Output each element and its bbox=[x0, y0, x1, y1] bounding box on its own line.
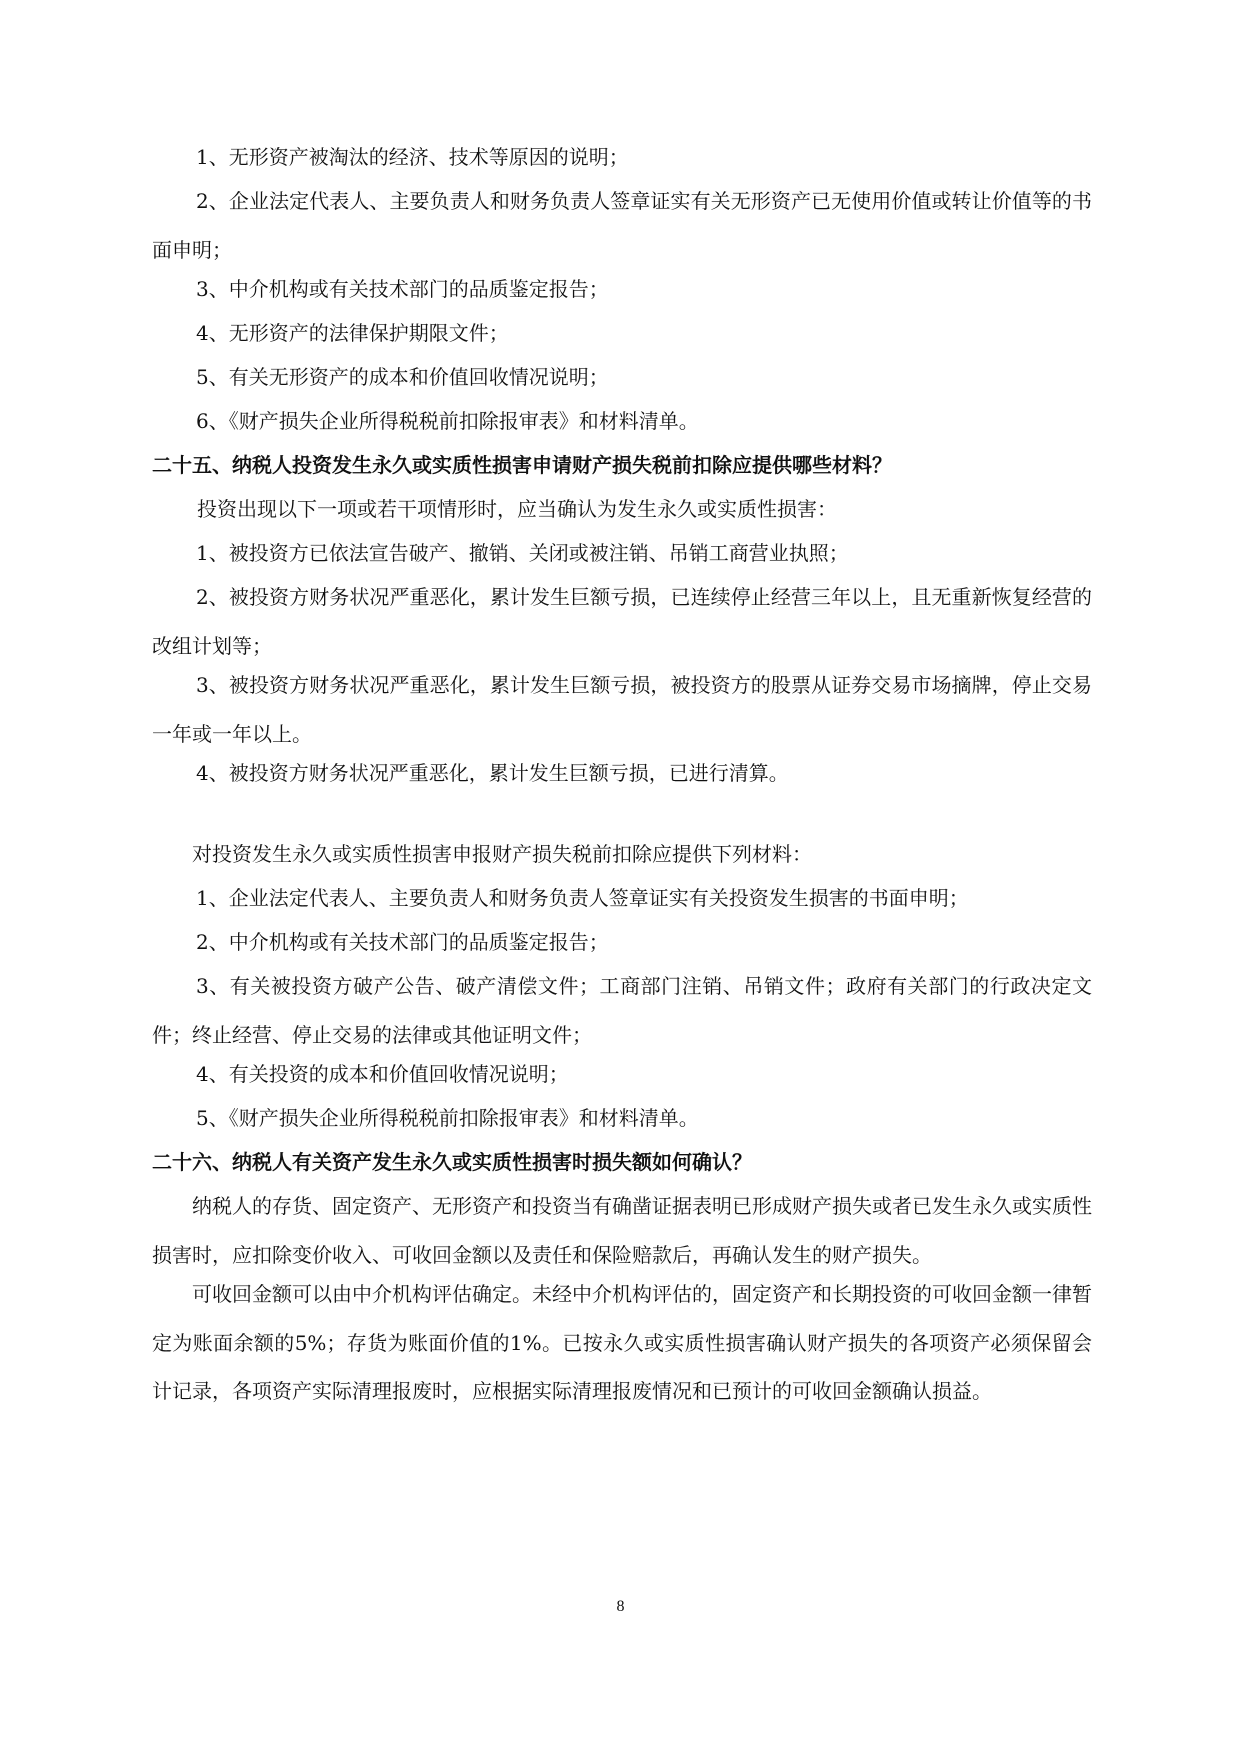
list-item: 4、有关投资的成本和价值回收情况说明； bbox=[196, 1062, 569, 1086]
page-number: 8 bbox=[616, 1598, 625, 1615]
list-item: 3、被投资方财务状况严重恶化，累计发生巨额亏损，被投资方的股票从证券交易市场摘牌，停止交易一年或一年以上。 bbox=[152, 673, 1092, 746]
list-item: 3、中介机构或有关技术部门的品质鉴定报告； bbox=[196, 277, 609, 301]
list-item: 1、被投资方已依法宣告破产、撤销、关闭或被注销、吊销工商营业执照； bbox=[196, 541, 849, 565]
list-item: 1、企业法定代表人、主要负责人和财务负责人签章证实有关投资发生损害的书面申明； bbox=[196, 886, 969, 910]
list-item: 1、无形资产被淘汰的经济、技术等原因的说明； bbox=[196, 145, 629, 169]
list-item: 2、被投资方财务状况严重恶化，累计发生巨额亏损，已连续停止经营三年以上，且无重新恢复经营的改组计划等； bbox=[152, 585, 1092, 658]
list-item: 2、企业法定代表人、主要负责人和财务负责人签章证实有关无形资产已无使用价值或转让价值等的书面申明； bbox=[152, 189, 1092, 262]
list-item: 6、《财产损失企业所得税税前扣除报审表》和材料清单。 bbox=[196, 409, 699, 433]
paragraph: 可收回金额可以由中介机构评估确定。未经中介机构评估的，固定资产和长期投资的可收回金额一律暂定为账面余额的5%；存货为账面价值的1%。已按永久或实质性损害确认财产损失的各项资产必须保留会计记录，各项资产实际清理报废时，应根据实际清理报废情况和已预计的可收回金额确认损益。 bbox=[152, 1282, 1092, 1403]
paragraph: 投资出现以下一项或若干项情形时，应当确认为发生永久或实质性损害： bbox=[197, 497, 837, 521]
list-item: 5、《财产损失企业所得税税前扣除报审表》和材料清单。 bbox=[196, 1106, 699, 1130]
list-item: 2、中介机构或有关技术部门的品质鉴定报告； bbox=[196, 930, 609, 954]
section-heading: 二十五、纳税人投资发生永久或实质性损害申请财产损失税前扣除应提供哪些材料？ bbox=[152, 453, 892, 477]
list-item: 4、被投资方财务状况严重恶化，累计发生巨额亏损，已进行清算。 bbox=[196, 761, 789, 785]
section-heading: 二十六、纳税人有关资产发生永久或实质性损害时损失额如何确认？ bbox=[152, 1150, 752, 1174]
paragraph: 对投资发生永久或实质性损害申报财产损失税前扣除应提供下列材料： bbox=[192, 842, 812, 866]
list-item: 3、有关被投资方破产公告、破产清偿文件；工商部门注销、吊销文件；政府有关部门的行政决定文件；终止经营、停止交易的法律或其他证明文件； bbox=[152, 974, 1092, 1047]
list-item: 4、无形资产的法律保护期限文件； bbox=[196, 321, 509, 345]
list-item: 5、有关无形资产的成本和价值回收情况说明； bbox=[196, 365, 609, 389]
paragraph: 纳税人的存货、固定资产、无形资产和投资当有确凿证据表明已形成财产损失或者已发生永久或实质性损害时，应扣除变价收入、可收回金额以及责任和保险赔款后，再确认发生的财产损失。 bbox=[152, 1194, 1092, 1267]
